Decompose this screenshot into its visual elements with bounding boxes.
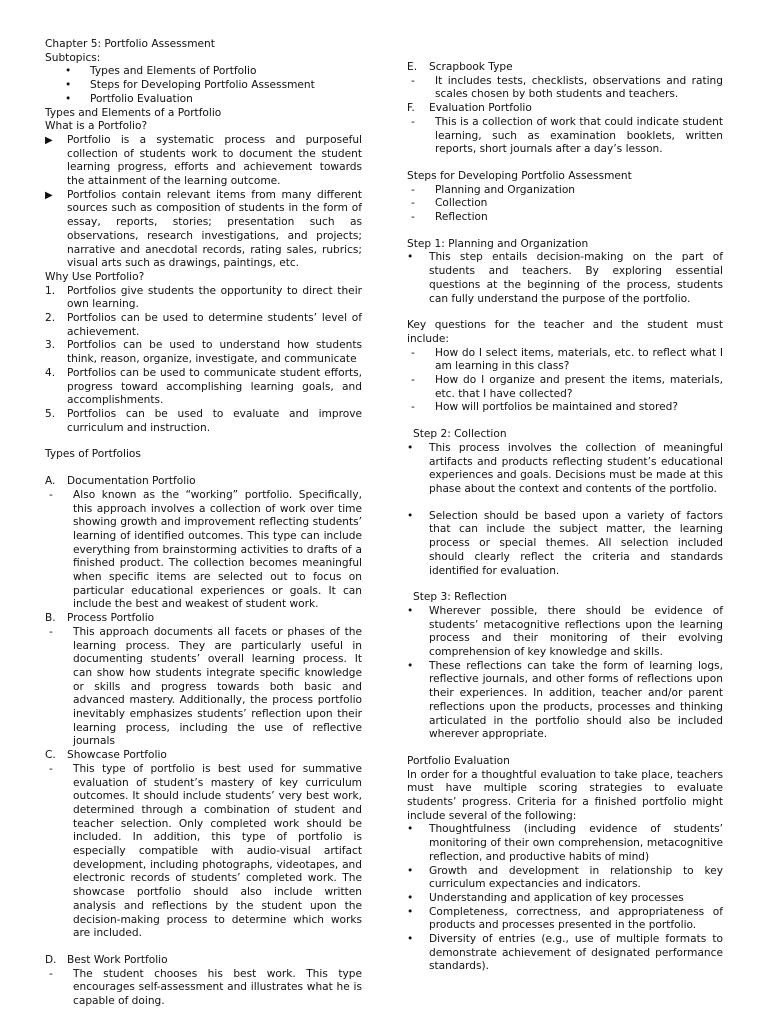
dash-icon: - bbox=[49, 967, 53, 980]
bullet-icon: • bbox=[407, 933, 414, 946]
bullet-icon: • bbox=[407, 823, 414, 836]
list-item: • Portfolio Evaluation bbox=[45, 93, 362, 107]
list-item: ▶ Portfolios contain relevant items from many different sources such as composition of students in the form of essay, reports, stories; presentation such as observations, research investigations, and projects; narrative and anecdotal records, rating sales, rubrics; visual arts such as drawings, paintings, etc. bbox=[45, 188, 362, 270]
type-e: E. Scrapbook Type - It includes tests, checklists, observations and rating scales chosen by both students and teachers. bbox=[407, 61, 723, 101]
list-item: ▶ Portfolio is a systematic process and purposeful collection of students work to document the student learning progress, efforts and achievement towards the attainment of the learning outcome. bbox=[45, 133, 362, 188]
bullet-icon: • bbox=[407, 604, 414, 617]
list-item: • Selection should be based upon a variety of factors that can include the subject matter, the learning process or special themes. All selection included should clearly reflect the criteria and standards identified for evaluation. bbox=[407, 509, 723, 577]
dash-icon: - bbox=[411, 374, 415, 387]
dash-icon: - bbox=[49, 625, 53, 638]
list-item: - How do I select items, materials, etc. to reflect what I am learning in this class? bbox=[407, 347, 723, 374]
step1-title: Step 1: Planning and Organization bbox=[407, 237, 589, 250]
step3-list bbox=[407, 605, 723, 742]
type-name: Process Portfolio bbox=[67, 612, 155, 625]
step2-list bbox=[407, 442, 723, 578]
bullet-icon: • bbox=[407, 509, 414, 522]
eval-title: Portfolio Evaluation bbox=[407, 754, 510, 767]
dash-icon: - bbox=[49, 488, 53, 501]
bullet-icon: • bbox=[65, 79, 72, 92]
list-item: • Steps for Developing Portfolio Assessment bbox=[45, 79, 362, 93]
list-item: • Diversity of entries (e.g., use of multiple formats to demonstrate achievement of designated performance standards). bbox=[407, 933, 723, 973]
list-item: - How will portfolios be maintained and stored? bbox=[407, 401, 723, 415]
list-item: 4. Portfolios can be used to communicate student efforts, progress toward accomplishing learning goals, and accomplishments. bbox=[45, 366, 362, 407]
what-title: What is a Portfolio? bbox=[45, 120, 148, 133]
triangle-icon: ▶ bbox=[45, 134, 53, 146]
what-list bbox=[45, 134, 362, 271]
left-column bbox=[45, 38, 362, 1009]
bullet-icon: • bbox=[407, 864, 414, 877]
bullet-icon: • bbox=[407, 905, 414, 918]
subtopics-list bbox=[45, 65, 362, 106]
list-item: 2. Portfolios can be used to determine students’ level of achievement. bbox=[45, 312, 362, 338]
step1-list bbox=[407, 251, 723, 306]
list-item: • This step entails decision-making on the part of students and teachers. By exploring essential questions at the beginning of the process, students can fully understand the purpose of the portfolio. bbox=[407, 251, 723, 305]
dash-icon: - bbox=[49, 762, 53, 775]
triangle-icon: ▶ bbox=[45, 189, 53, 201]
list-item: • Growth and development in relationship to key curriculum expectancies and indicators. bbox=[407, 864, 723, 891]
eval-list bbox=[407, 823, 723, 974]
type-name: Scrapbook Type bbox=[429, 61, 513, 73]
type-a: A. Documentation Portfolio - Also known as the “working” portfolio. Specifically, this approach involves a collection of work over time showing growth and improvement reflecting students’ learning of identified outcomes. This type can include everything from brainstorming activities to drafts of a finished product. The collection becomes meaningful when specific items are selected out to focus on particular educational experiences or goals. It can include the best and weakest of student work. bbox=[45, 475, 362, 611]
eval-intro: In order for a thoughtful evaluation to take place, teachers must have multiple scoring strategies to evaluate students’ progress. Criteria for a finished portfolio might include several of the following: bbox=[407, 768, 723, 822]
why-title: Why Use Portfolio? bbox=[45, 270, 145, 283]
list-item: - How do I organize and present the items, materials, etc. that I have collected? bbox=[407, 374, 723, 401]
key-questions-title: Key questions for the teacher and the student must include: bbox=[407, 319, 723, 345]
type-c: C. Showcase Portfolio - This type of portfolio is best used for summative evaluation of student’s mastery of key curriculum outcomes. It should include students’ very best work, determined through a combination of student and teacher selection. Only completed work should be included. In addition, this type of portfolio is especially compatible with audio-visual artifact development, including photographs, videotapes, and electronic records of students’ completed work. The showcase portfolio should also include written analysis and reflections by the student upon the decision-making process to determine which works are included. bbox=[45, 749, 362, 940]
bullet-icon: • bbox=[407, 251, 414, 264]
list-item: 5. Portfolios can be used to evaluate and improve curriculum and instruction. bbox=[45, 407, 362, 434]
list-item: • Completeness, correctness, and appropriateness of products and processes presented in the portfolio. bbox=[407, 905, 723, 932]
dash-icon: - bbox=[411, 346, 415, 359]
list-item: - Reflection bbox=[407, 211, 723, 225]
list-item: • Types and Elements of Portfolio bbox=[45, 65, 362, 79]
steps-title: Steps for Developing Portfolio Assessment bbox=[407, 169, 632, 182]
list-item: • Understanding and application of key processes bbox=[407, 891, 684, 904]
dash-icon: - bbox=[411, 197, 415, 210]
type-b: B. Process Portfolio - This approach documents all facets or phases of the learning process. They are particularly useful in documenting students’ overall learning process. It can show how students integrate specific knowledge or skills and progress towards both basic and advanced mastery. Additionally, the process portfolio inevitably emphasizes students’ reflection upon their learning process, including the use of reflective journals bbox=[45, 612, 362, 748]
step3-title: Step 3: Reflection bbox=[413, 591, 507, 604]
type-d: D. Best Work Portfolio - The student chooses his best work. This type encourages self-assessment and illustrates what he is capable of doing. bbox=[45, 954, 362, 1008]
list-item: 1. Portfolios give students the opportunity to direct their own learning. bbox=[45, 284, 362, 311]
bullet-icon: • bbox=[407, 441, 414, 454]
why-list bbox=[45, 285, 362, 436]
type-name: Evaluation Portfolio bbox=[429, 102, 532, 115]
section-title: Types and Elements of a Portfolio bbox=[45, 106, 222, 119]
dash-icon: - bbox=[411, 183, 415, 196]
bullet-icon: • bbox=[65, 92, 72, 105]
list-item: - Planning and Organization bbox=[407, 184, 723, 198]
list-item: • Wherever possible, there should be evidence of students’ metacognitive reflections upon the learning process and their monitoring of their evolving comprehension of key knowledge and skills. bbox=[407, 604, 723, 659]
key-questions-list bbox=[407, 347, 723, 416]
dash-icon: - bbox=[411, 211, 415, 224]
right-column bbox=[407, 61, 723, 974]
list-item: • This process involves the collection of meaningful artifacts and products reflecting student’s educational experiences and goals. Decisions must be made at this phase about the context and contents of the portfolio. bbox=[407, 441, 723, 495]
step2-title: Step 2: Collection bbox=[413, 428, 507, 441]
bullet-icon: • bbox=[407, 891, 414, 904]
dash-icon: - bbox=[411, 401, 415, 414]
chapter-title: Chapter 5: Portfolio Assessment bbox=[45, 38, 215, 50]
list-item: • These reflections can take the form of learning logs, reflective journals, and other forms of reflections upon their experiences. In addition, teacher and/or parent reflections upon the products, processes and thinking articulated in the portfolio should also be included wherever appropriate. bbox=[407, 659, 723, 741]
list-item: 3. Portfolios can be used to understand how students think, reason, organize, investigate, and communicate bbox=[45, 339, 362, 366]
dash-icon: - bbox=[411, 115, 415, 128]
dash-icon: - bbox=[411, 74, 415, 87]
type-name: Documentation Portfolio bbox=[67, 475, 196, 488]
type-name: Best Work Portfolio bbox=[67, 954, 168, 966]
list-item: • Thoughtfulness (including evidence of students’ monitoring of their own comprehension, metacognitive reflection, and productive habits of mind) bbox=[407, 823, 723, 863]
bullet-icon: • bbox=[65, 65, 72, 78]
subtopics-label: Subtopics: bbox=[45, 51, 101, 64]
bullet-icon: • bbox=[407, 659, 414, 672]
types-title: Types of Portfolios bbox=[45, 448, 141, 461]
list-item: - Collection bbox=[407, 197, 723, 211]
type-f: F. Evaluation Portfolio - This is a collection of work that could indicate student learning, such as examination booklets, written reports, short journals after a day’s lesson. bbox=[407, 102, 723, 156]
type-name: Showcase Portfolio bbox=[67, 749, 167, 762]
steps-list bbox=[407, 184, 723, 225]
